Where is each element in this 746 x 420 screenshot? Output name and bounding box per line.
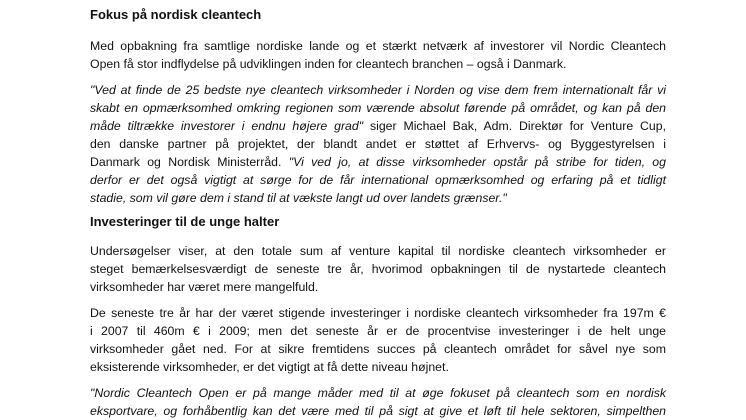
investment-paragraph — [90, 304, 666, 376]
quote-text: måde tiltrække investorer i endnu højere grad" — [90, 119, 364, 133]
text-line: stadie, som vil gøre dem i stand til at vækste langt ud over landets grænser." — [90, 191, 507, 205]
text-line: den danske partner på projektet, der blandt andet er støttet af Erhvervs- og Byggestyrelsen i — [90, 137, 666, 151]
section-heading-investments: Investeringer til de unge halter — [90, 214, 280, 229]
text-line: virksomheder gået ned. For at sikre fremtidens succes på cleantech området for såvel nye som — [90, 342, 666, 356]
text-line: derfor er det også vigtigt at sørge for de får international opmærksomhed og erfaring på et tidligt — [90, 173, 666, 187]
quote-text: "Vi ved jo, at disse virksomheder opstår på stribe for tiden, og — [288, 155, 666, 169]
attribution-text: siger Michael Bak, Adm. Direktør for Venture Cup, — [363, 119, 666, 133]
text-line — [90, 153, 666, 171]
text-line: Open få stor indflydelse på udviklingen inden for cleantech branchen – også i Danmark. — [90, 57, 567, 71]
text-line: steget bemærkelsesværdigt de seneste tre år, hvorimod opbakningen til de nystartede cleantech — [90, 262, 666, 276]
section-heading-nordic-cleantech: Fokus på nordisk cleantech — [90, 7, 262, 22]
text-line: eksisterende virksomheder, er det vigtigt at få dette niveau højnet. — [90, 360, 449, 374]
quote-paragraph — [90, 81, 666, 207]
text-line: virksomheder har været mere mangelfuld. — [90, 280, 319, 294]
text-line: "Nordic Cleantech Open er på mange måder med til at øge fokuset på cleantech som en nordisk — [90, 386, 666, 400]
text-line: eksportvare, og forhåbentlig kan det være med til på sigt at give et løft til hele sektoren, simpelthen — [90, 404, 666, 418]
survey-paragraph — [90, 242, 666, 296]
text-line — [90, 117, 666, 135]
text-line: "Ved at finde de 25 bedste nye cleantech virksomheder i Norden og vise dem frem internationalt får vi — [90, 83, 666, 97]
closing-quote-paragraph — [90, 384, 666, 420]
text-line: De seneste tre år har der været stigende investeringer i nordiske cleantech virksomheder fra 197m € — [90, 306, 666, 320]
text-line: Med opbakning fra samtlige nordiske lande og et stærkt netværk af investorer vil Nordic Cleantech — [90, 39, 666, 53]
intro-paragraph — [90, 37, 666, 73]
plain-text: Danmark og Nordisk Ministerråd. — [90, 155, 289, 169]
text-line: Undersøgelser viser, at den totale sum af venture kapital til nordiske cleantech virksomheder er — [90, 244, 666, 258]
text-line: i 2007 til 460m € i 2009; men det seneste år er de procentvise investeringer i de helt unge — [90, 324, 666, 338]
text-line: skabt en opmærksomhed omkring regionen som værende absolut førende på området, og kan på den — [90, 101, 666, 115]
